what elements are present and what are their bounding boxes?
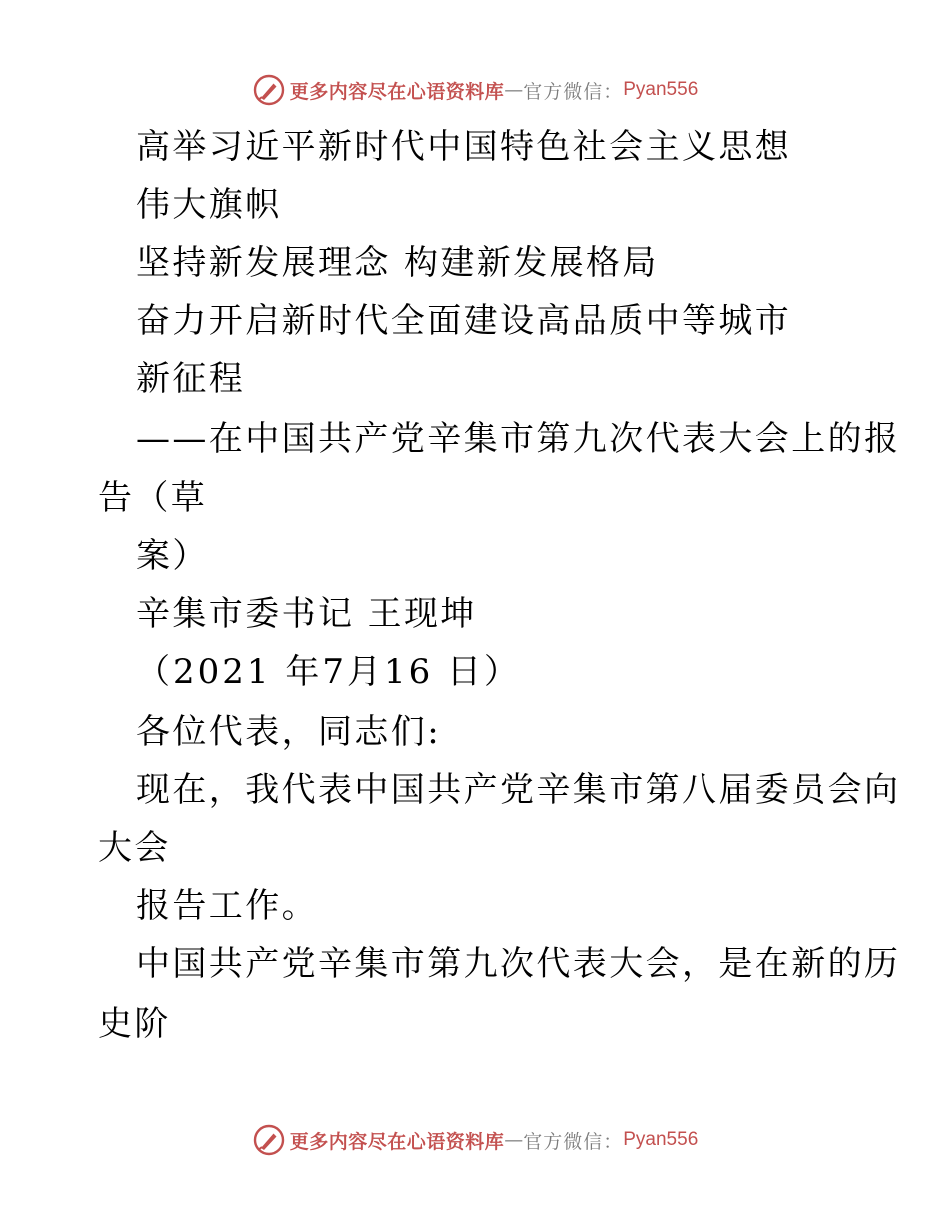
document-author: 辛集市委书记 王现坤 [136,594,477,634]
document-salutation: 各位代表，同志们: [136,712,442,752]
banner-separator: — [504,79,524,101]
banner-brand-text: 更多内容尽在心语资料库 [289,1130,505,1153]
document-title-line-2: 伟大旗帜 [136,185,282,225]
document-title-line-5: 新征程 [136,359,246,399]
document-subtitle-line-2: 告（草 [98,478,208,518]
paragraph-1-line-2: 大会 [98,828,171,868]
document-date: （2021 年7月16 日） [136,652,522,692]
footer-watermark-banner [0,1120,950,1160]
banner-separator: — [504,1129,524,1151]
banner-wechat-label: 官方微信： [523,1130,624,1153]
banner-brand-text: 更多内容尽在心语资料库 [289,80,505,103]
paragraph-1-line-1: 现在，我代表中国共产党辛集市第八届委员会向 [136,770,901,810]
banner-wechat-label: 官方微信： [523,80,624,103]
header-watermark-banner [0,70,950,110]
document-subtitle-line-1: ——在中国共产党辛集市第九次代表大会上的报 [136,419,901,459]
paragraph-2-line-2: 史阶 [98,1004,171,1044]
document-title-line-3: 坚持新发展理念 构建新发展格局 [136,243,659,283]
quill-pen-logo-icon [252,73,286,107]
document-title-line-4: 奋力开启新时代全面建设高品质中等城市 [136,301,792,341]
paragraph-1-line-3: 报告工作。 [136,886,318,926]
banner-wechat-id: Pyan556 [623,79,699,100]
banner-wechat-id: Pyan556 [623,1129,699,1150]
quill-pen-logo-icon [252,1123,286,1157]
document-subtitle-line-3: 案） [136,536,209,576]
paragraph-2-line-1: 中国共产党辛集市第九次代表大会，是在新的历 [136,944,901,984]
document-title-line-1: 高举习近平新时代中国特色社会主义思想 [136,127,792,167]
